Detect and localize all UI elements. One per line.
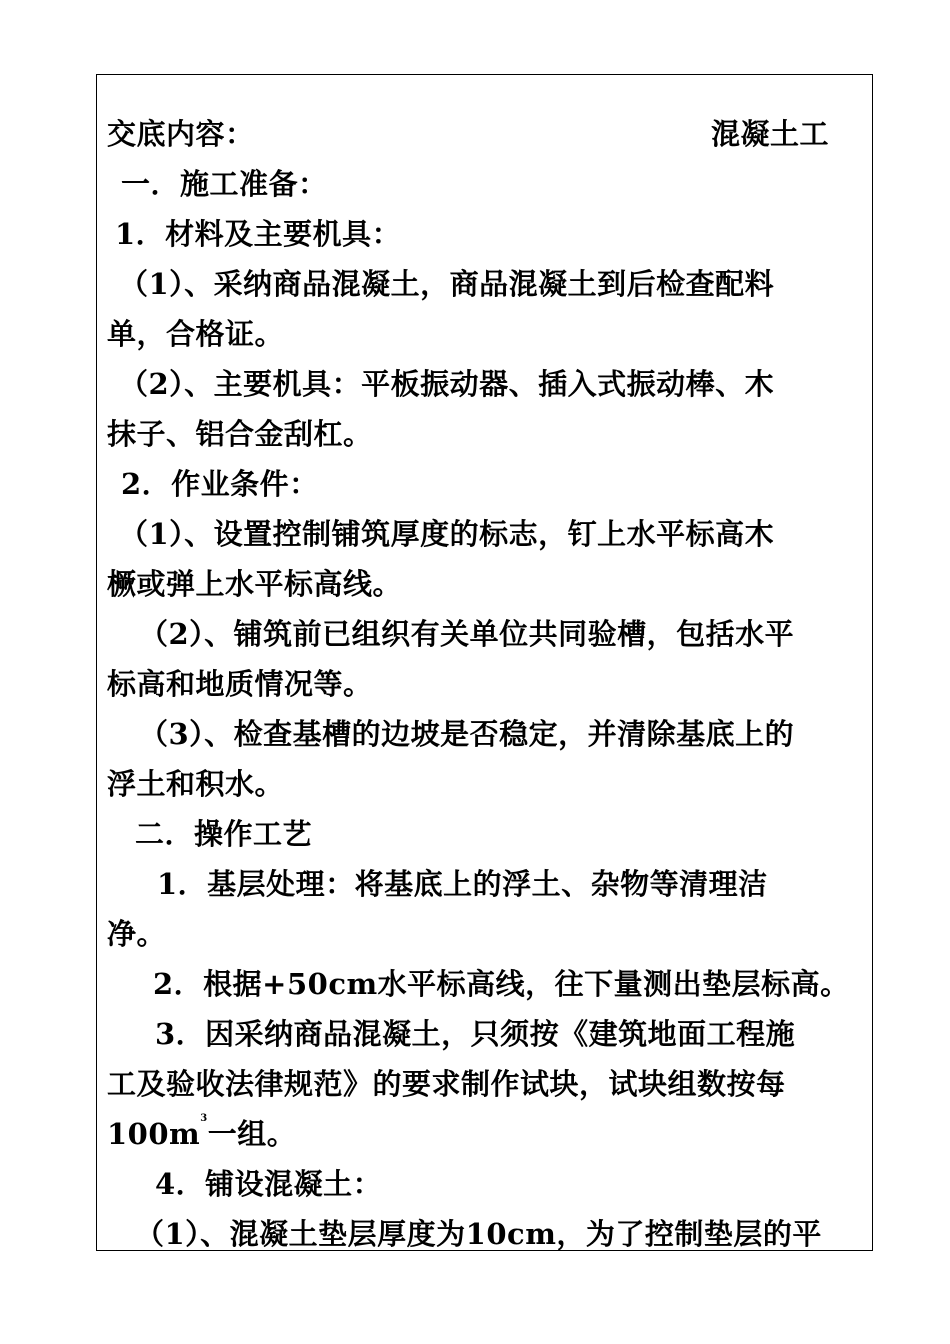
paragraph-line: （2）、铺筑前已组织有关单位共同验槽，包括水平 — [139, 617, 795, 651]
paragraph-line: 浮土和积水。 — [107, 767, 285, 801]
paragraph-line: 单，合格证。 — [107, 317, 285, 351]
section-heading-operation: 二．操作工艺 — [135, 817, 313, 851]
header-row — [107, 109, 864, 159]
paragraph-line: （2）、主要机具：平板振动器、插入式振动棒、木 — [119, 367, 775, 401]
paragraph-line: （3）、检查基槽的边坡是否稳定，并清除基底上的 — [139, 717, 795, 751]
paragraph-line: 3．因采纳商品混凝土，只须按《建筑地面工程施 — [155, 1017, 796, 1051]
paragraph-line: 工及验收法律规范》的要求制作试块，试块组数按每 — [107, 1067, 786, 1101]
subheading-materials: 1．材料及主要机具： — [115, 217, 402, 251]
paragraph-line: 1．基层处理：将基底上的浮土、杂物等清理洁 — [157, 867, 768, 901]
volume-value: 100m — [107, 1117, 201, 1151]
disclosure-table-frame — [96, 74, 873, 1251]
subheading-placing: 4．铺设混凝土： — [155, 1167, 383, 1201]
paragraph-line: 橛或弹上水平标高线。 — [107, 567, 403, 601]
header-left-label: 交底内容： — [107, 117, 255, 151]
paragraph-line: 抹子、铝合金刮杠。 — [107, 417, 373, 451]
paragraph-line: 2．根据+50cm水平标高线，往下量测出垫层标高。 — [153, 967, 850, 1001]
paragraph-line: （1）、采纳商品混凝土，商品混凝土到后检查配料 — [119, 267, 775, 301]
section-heading-preparation: 一．施工准备： — [121, 167, 328, 201]
paragraph-line: （1）、混凝土垫层厚度为10cm，为了控制垫层的平 — [135, 1217, 822, 1251]
subheading-conditions: 2．作业条件： — [121, 467, 319, 501]
paragraph-line-volume — [107, 1109, 864, 1159]
paragraph-line: （1）、设置控制铺筑厚度的标志，钉上水平标高木 — [119, 517, 775, 551]
paragraph-line: 标高和地质情况等。 — [107, 667, 373, 701]
paragraph-line: 净。 — [107, 917, 167, 951]
header-right-label: 混凝土工 — [710, 117, 829, 151]
volume-suffix: 一组。 — [207, 1117, 297, 1151]
cubic-superscript: 3 — [200, 1113, 208, 1124]
